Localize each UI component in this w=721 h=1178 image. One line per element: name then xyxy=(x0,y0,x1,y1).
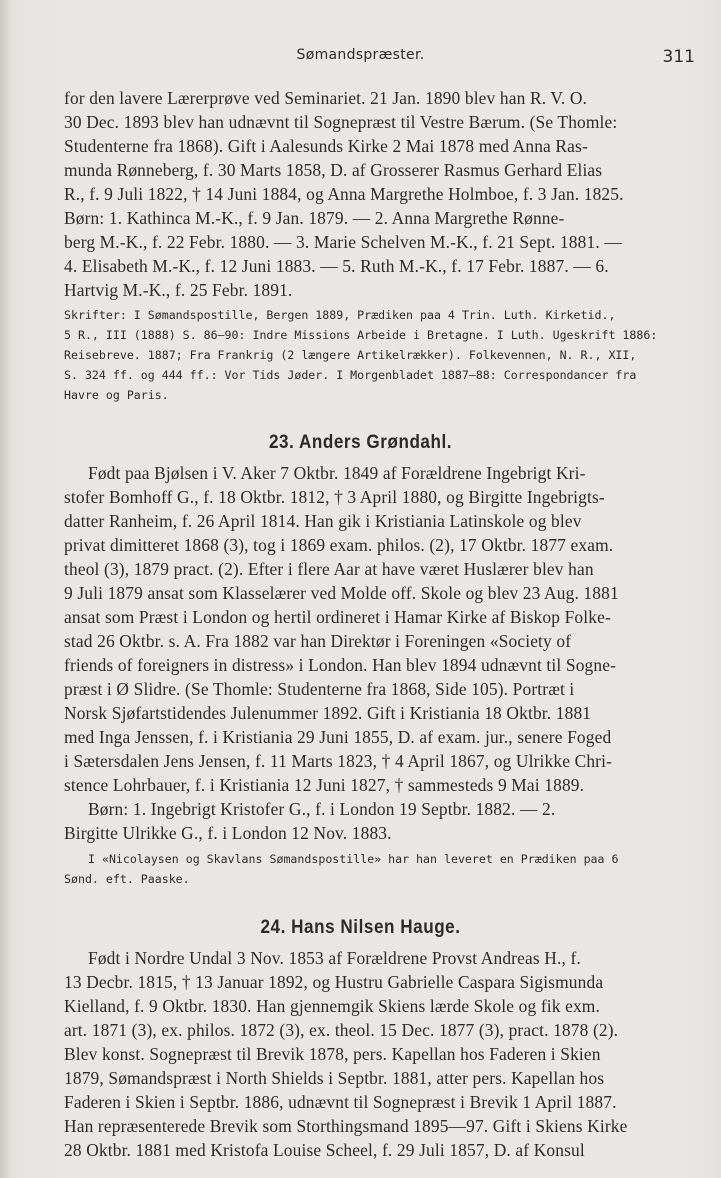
text-line: 4. Elisabeth M.-K., f. 12 Juni 1883. — 5. Ruth M.-K., f. 17 Febr. 1887. — 6. xyxy=(64,256,609,276)
text-line: stad 26 Oktbr. s. A. Fra 1882 var han Direktør i Foreningen «Society of xyxy=(64,631,572,651)
text-line: berg M.-K., f. 22 Febr. 1880. — 3. Marie Schelven M.-K., f. 21 Sept. 1881. — xyxy=(64,232,622,252)
footnote-line: 5 R., III (1888) S. 86—90: Indre Missions Arbeide i Bretagne. I Luth. Ugeskrift 1886: xyxy=(64,328,658,342)
text-line: 9 Juli 1879 ansat som Klasselærer ved Molde off. Skole og blev 23 Aug. 1881 xyxy=(64,583,619,603)
running-title: Sømandspræster. xyxy=(296,47,425,63)
text-line: R., f. 9 Juli 1822, † 14 Juni 1884, og Anna Margrethe Holmboe, f. 3 Jan. 1825. xyxy=(64,184,624,204)
text-line: 13 Decbr. 1815, † 13 Januar 1892, og Hustru Gabrielle Caspara Sigismunda xyxy=(64,972,604,992)
text-line: ansat som Præst i London og hertil ordineret i Hamar Kirke af Biskop Folke- xyxy=(64,607,611,627)
page-header xyxy=(0,47,721,71)
text-line: Hartvig M.-K., f. 25 Febr. 1891. xyxy=(64,280,293,300)
footnote-line: Skrifter: I Sømandspostille, Bergen 1889, Prædiken paa 4 Trin. Luth. Kirketid., xyxy=(64,308,616,322)
text-line: Norsk Sjøfartstidendes Julenummer 1892. Gift i Kristiania 18 Oktbr. 1881 xyxy=(64,703,592,723)
text-line: for den lavere Lærerprøve ved Seminariet. 21 Jan. 1890 blev han R. V. O. xyxy=(64,88,588,108)
text-line: 28 Oktbr. 1881 med Kristofa Louise Scheel, f. 29 Juli 1857, D. af Konsul xyxy=(64,1140,585,1160)
text-line: stence Lohrbauer, f. i Kristiania 12 Juni 1827, † sammesteds 9 Mai 1889. xyxy=(64,775,585,795)
text-line: Birgitte Ulrikke G., f. i London 12 Nov. 1883. xyxy=(64,823,392,843)
page-number: 311 xyxy=(662,47,695,67)
footnote-line: I «Nicolaysen og Skavlans Sømandspostille» har han leveret en Prædiken paa 6 xyxy=(88,852,619,866)
text-line: 1879, Sømandspræst i North Shields i Septbr. 1881, atter pers. Kapellan hos xyxy=(64,1068,605,1088)
footnote-line: S. 324 ff. og 444 ff.: Vor Tids Jøder. I Morgenbladet 1887—88: Correspondancer fra xyxy=(64,368,637,382)
text-line: Født paa Bjølsen i V. Aker 7 Oktbr. 1849 af Forældrene Ingebrigt Kri- xyxy=(88,463,586,483)
text-line: theol (3), 1879 pract. (2). Efter i flere Aar at have været Huslærer blev han xyxy=(64,559,594,579)
text-line: Studenterne fra 1868). Gift i Aalesunds Kirke 2 Mai 1878 med Anna Ras- xyxy=(64,136,588,156)
text-line: Han repræsenterede Brevik som Storthingsmand 1895—97. Gift i Skiens Kirke xyxy=(64,1116,628,1136)
text-line: Faderen i Skien i Septbr. 1886, udnævnt til Sognepræst i Brevik 1 April 1887. xyxy=(64,1092,617,1112)
text-line: friends of foreigners in distress» i London. Han blev 1894 udnævnt til Sogne- xyxy=(64,655,617,675)
text-line: stofer Bomhoff G., f. 18 Oktbr. 1812, † 3 April 1880, og Birgitte Ingebrigts- xyxy=(64,487,605,507)
text-line: Børn: 1. Kathinca M.-K., f. 9 Jan. 1879. — 2. Anna Margrethe Rønne- xyxy=(64,208,565,228)
text-line: præst i Ø Slidre. (Se Thomle: Studenterne fra 1868, Side 105). Portræt i xyxy=(64,679,575,699)
text-line: datter Ranheim, f. 26 April 1814. Han gik i Kristiania Latinskole og blev xyxy=(64,511,582,531)
entry-heading: 23. Anders Grøndahl. xyxy=(268,432,453,453)
footnote-line: Sønd. eft. Paaske. xyxy=(64,872,190,886)
text-line: Kielland, f. 9 Oktbr. 1830. Han gjennemgik Skiens lærde Skole og fik exm. xyxy=(64,996,600,1016)
text-line: i Sætersdalen Jens Jensen, f. 11 Marts 1823, † 4 April 1867, og Ulrikke Chri- xyxy=(64,751,613,771)
text-line: Født i Nordre Undal 3 Nov. 1853 af Forældrene Provst Andreas H., f. xyxy=(88,948,581,968)
text-line: Børn: 1. Ingebrigt Kristofer G., f. i London 19 Septbr. 1882. — 2. xyxy=(88,799,556,819)
text-line: 30 Dec. 1893 blev han udnævnt til Sognepræst til Vestre Bærum. (Se Thomle: xyxy=(64,112,618,132)
footnote-line: Reisebreve. 1887; Fra Frankrig (2 længere Artikelrækker). Folkevennen, N. R., XII, xyxy=(64,348,637,362)
text-line: privat dimitteret 1868 (3), tog i 1869 exam. philos. (2), 17 Oktbr. 1877 exam. xyxy=(64,535,614,555)
text-line: med Inga Jenssen, f. i Kristiania 29 Juni 1855, D. af exam. jur., senere Foged xyxy=(64,727,612,747)
page-spine-shadow xyxy=(0,0,10,1178)
footnote-line: Havre og Paris. xyxy=(64,388,169,402)
text-line: munda Rønneberg, f. 30 Marts 1858, D. af Grosserer Rasmus Gerhard Elias xyxy=(64,160,603,180)
entry-heading: 24. Hans Nilsen Hauge. xyxy=(260,917,461,938)
text-line: Blev konst. Sognepræst til Brevik 1878, pers. Kapellan hos Faderen i Skien xyxy=(64,1044,601,1064)
text-line: art. 1871 (3), ex. philos. 1872 (3), ex. theol. 15 Dec. 1877 (3), pract. 1878 (2). xyxy=(64,1020,619,1040)
